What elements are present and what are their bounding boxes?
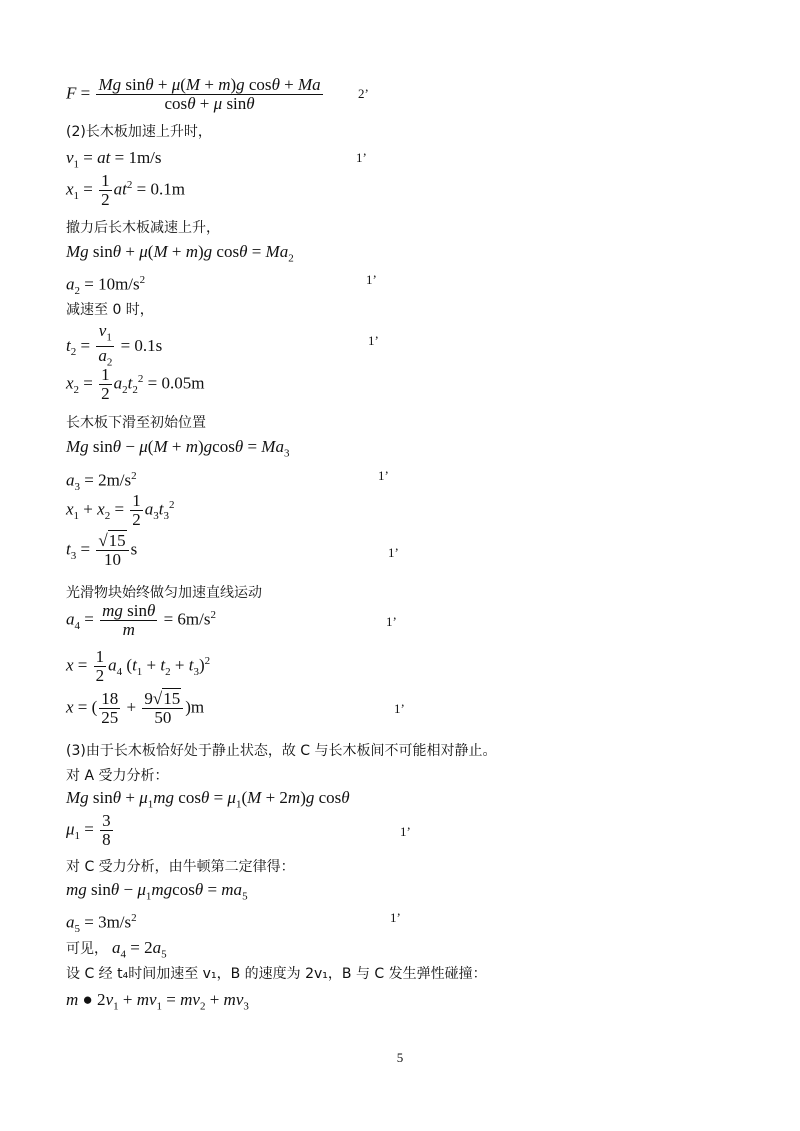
analysis-c-text: 对 C 受力分析，由牛顿第二定律得： <box>66 859 295 875</box>
slide-back-text: 长木板下滑至初始位置 <box>66 415 206 431</box>
fraction: $\frac{\text{Mg sinθ + μ(M + m)g cosθ + Ma}}{\text{cosθ + μ sinθ}}$ <box>98 75 321 113</box>
decel-zero-text: 减速至 0 时， <box>66 302 154 318</box>
equation-decel: Mg sinθ + μ(M + m)g $\cos\theta = Ma_2$ <box>66 242 294 265</box>
score-mark: 1’ <box>390 910 401 925</box>
equation-x1: $x_1$ = $\frac{1}{2}$ $at^2 = 0.1m$ <box>66 171 185 209</box>
equation-x2: $x_2$ = $\frac{1}{2}$ $a_2t_2^2 = 0.05m$ <box>66 365 205 403</box>
part3-heading: (3)由于长木板恰好处于静止状态，故 C 与长木板间不可能相对静止。 <box>66 743 497 759</box>
visible-text: 可见， <box>66 941 108 957</box>
score-mark: 1’ <box>366 272 377 287</box>
score-mark: 1’ <box>368 333 379 348</box>
score-mark: 1’ <box>386 614 397 629</box>
equation-t2: $t_2$ = $\frac{v_1}{a_2}$ = 0.1s <box>66 321 163 369</box>
equation-x1-x2: $x_1 + x_2$ = $\frac{1}{2}$ $a_3t_3^2$ <box>66 491 175 529</box>
part2-heading: (2)长木板加速上升时， <box>66 124 212 140</box>
equation-a2: $a_2 = 10m/s^2$ <box>66 274 146 298</box>
smooth-block-text: 光滑物块始终做匀加速直线运动 <box>66 585 262 601</box>
visible-line <box>66 938 167 964</box>
collision-text: 设 C 经 t₄时间加速至 v₁，B 的速度为 2v₁，B 与 C 发生弹性碰撞： <box>66 966 487 982</box>
score-mark: 1’ <box>356 150 367 165</box>
score-mark: 1’ <box>394 701 405 716</box>
equation-c-force: mg $\sin\theta - \mu_1mgcos\theta = ma_5$ <box>66 880 248 903</box>
score-mark: 1’ <box>400 824 411 839</box>
equation-a-force: Mg $\sin\theta + \mu_1mg$ $\cos\theta = \mu_1(M + 2m)g$ cosθ <box>66 788 350 811</box>
score-mark: 2’ <box>358 86 369 101</box>
equation-v1: $v_1$ = at = 1m/s <box>66 148 162 171</box>
equation-x: x = $\frac{1}{2}$ $a_4$ $(t_1 + t_2 + t_3)^2$ <box>66 647 211 685</box>
equation-t3: $t_3$ = $\frac{√15}{10}$ s <box>66 531 138 569</box>
equation-a4-a5: $a_4 = 2a_5$ <box>112 938 167 961</box>
equation-a3: $a_3 = 2m/s^2$ <box>66 470 137 494</box>
equation-slide: Mg $\sin\theta - \mu(M + m)gcos\theta = Ma_3$ <box>66 437 290 460</box>
equation-force: F = $\frac{\text{Mg sinθ + μ(M + m)g cosθ + Ma}}{\text{cosθ + μ sinθ}}$ <box>66 75 321 113</box>
score-mark: 1’ <box>378 468 389 483</box>
after-force-text: 撤力后长木板减速上升， <box>66 220 220 236</box>
equation-momentum: m ● $2v_1 + mv_1 = mv_2 + mv_3$ <box>66 990 249 1013</box>
equation-x-value: x = ( $\frac{18}{25}$ + $\frac{9√15}{50}$ )m <box>66 689 205 727</box>
equation-a4: $a_4$ = $\frac{\text{mg sinθ}}{m}$ = $6m/s^2$ <box>66 601 216 639</box>
page-number: 5 <box>396 1050 404 1065</box>
score-mark: 1’ <box>388 545 399 560</box>
equation-a5: $a_5 = 3m/s^2$ <box>66 912 137 936</box>
equation-mu1: $\mu_1$ = $\frac{3}{8}$ <box>66 811 111 849</box>
analysis-a-text: 对 A 受力分析： <box>66 768 169 784</box>
